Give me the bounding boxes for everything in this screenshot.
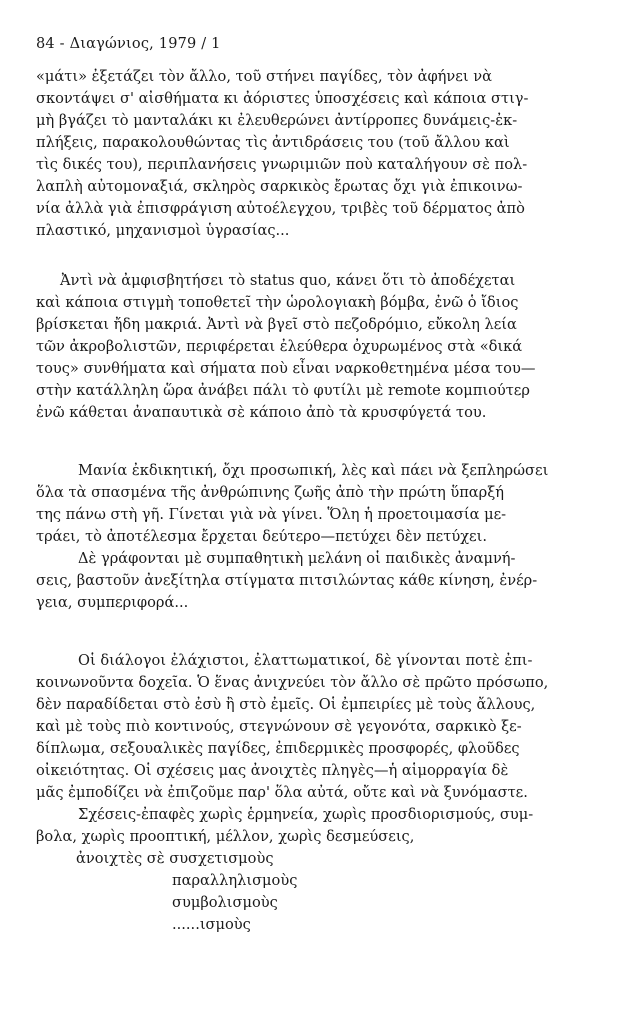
paragraph-2: [36, 270, 584, 424]
text-line: τῶν ἀκροβολιστῶν, περιφέρεται ἐλεύθερα ὀχυρωμένος στὰ «δικά: [36, 338, 523, 355]
text-line: δίπλωμα, σεξουαλικὲς παγίδες, ἐπιδερμικὲς προσφορές, φλοῦδες: [36, 740, 520, 757]
word-list: [76, 848, 297, 936]
text-line: νία ἀλλὰ γιὰ ἐπισφράγιση αὐτοέλεγχου, τριβὲς τοῦ δέρματος ἀπὸ: [36, 200, 525, 217]
text-line: πλαστικό, μηχανισμοὶ ὑγρασίας...: [36, 222, 290, 239]
paragraph-4: [36, 548, 584, 614]
text-line: βολα, χωρὶς προοπτική, μέλλον, χωρὶς δεσμεύσεις,: [36, 828, 415, 845]
list-item: ἀνοιχτὲς σὲ συσχετισμοὺς: [76, 850, 274, 867]
paragraph-5: [36, 650, 584, 804]
text-line: Μανία ἐκδικητική, ὄχι προσωπική, λὲς καὶ πάει νὰ ξεπληρώσει: [78, 462, 549, 479]
text-line: οἰκειότητας. Οἱ σχέσεις μας ἀνοιχτὲς πληγὲς—ἡ αἱμορραγία δὲ: [36, 762, 509, 779]
text-line: μὴ βγάζει τὸ μανταλάκι κι ἐλευθερώνει ἀντίρροπες δυνάμεις-ἐκ-: [36, 112, 518, 129]
text-line: τους» συνθήματα καὶ σήματα ποὺ εἶναι ναρκοθετημένα μέσα του—: [36, 360, 536, 377]
text-line: Δὲ γράφονται μὲ συμπαθητικὴ μελάνη οἱ παιδικὲς ἀναμνή-: [78, 550, 516, 567]
text-line: στὴν κατάλληλη ὥρα ἀνάβει πάλι τὸ φυτίλι μὲ remote κομπιούτερ: [36, 382, 530, 399]
text-line: ἐνῶ κάθεται ἀναπαυτικὰ σὲ κάποιο ἀπὸ τὰ κρυσφύγετά του.: [36, 404, 487, 421]
text-line: καὶ μὲ τοὺς πιὸ κοντινούς, στεγνώνουν σὲ γεγονότα, σαρκικὸ ξε-: [36, 718, 522, 735]
text-line: γεια, συμπεριφορά...: [36, 594, 189, 611]
page-header: 84 - Διαγώνιος, 1979 / 1: [36, 36, 221, 52]
text-line: τὶς δικές του), περιπλανήσεις γνωριμιῶν ποὺ καταλήγουν σὲ πολ-: [36, 156, 528, 173]
text-line: ὅλα τὰ σπασμένα τῆς ἀνθρώπινης ζωῆς ἀπὸ τὴν πρώτη ὕπαρξή: [36, 484, 505, 501]
text-line: Σχέσεις-ἐπαφὲς χωρὶς ἑρμηνεία, χωρὶς προσδιορισμούς, συμ-: [78, 806, 534, 823]
text-line: βρίσκεται ἤδη μακριά. Ἀντὶ νὰ βγεῖ στὸ πεζοδρόμιο, εὔκολη λεία: [36, 316, 517, 333]
text-line: κοινωνοῦντα δοχεῖα. Ὁ ἕνας ἀνιχνεύει τὸν ἄλλο σὲ πρῶτο πρόσωπο,: [36, 674, 549, 691]
text-line: της πάνω στὴ γῆ. Γίνεται γιὰ νὰ γίνει. Ὅλη ἡ προετοιμασία με-: [36, 506, 507, 523]
paragraph-3: [36, 460, 584, 548]
list-item: συμβολισμοὺς: [172, 894, 278, 911]
text-line: Ἀντὶ νὰ ἀμφισβητήσει τὸ status quo, κάνει ὅτι τὸ ἀποδέχεται: [60, 272, 516, 289]
paragraph-1: [36, 66, 584, 242]
list-item: ......ισμοὺς: [172, 916, 251, 933]
text-line: καὶ κάποια στιγμὴ τοποθετεῖ τὴν ὡρολογιακὴ βόμβα, ἐνῶ ὁ ἴδιος: [36, 294, 519, 311]
text-line: «μάτι» ἐξετάζει τὸν ἄλλο, τοῦ στήνει παγίδες, τὸν ἀφήνει νὰ: [36, 68, 492, 85]
text-line: δὲν παραδίδεται στὸ ἐσὺ ἢ στὸ ἐμεῖς. Οἱ ἐμπειρίες μὲ τοὺς ἄλλους,: [36, 696, 536, 713]
text-line: τράει, τὸ ἀποτέλεσμα ἔρχεται δεύτερο—πετύχει δὲν πετύχει.: [36, 528, 487, 545]
text-line: σκοντάψει σ' αἰσθήματα κι ἀόριστες ὑποσχέσεις καὶ κάποια στιγ-: [36, 90, 529, 107]
paragraph-6: [36, 804, 584, 848]
text-line: μᾶς ἐμποδίζει νὰ ἐπιζοῦμε παρ' ὅλα αὐτά, οὔτε καὶ νὰ ξυνόμαστε.: [36, 784, 528, 801]
list-item: παραλληλισμοὺς: [172, 872, 298, 889]
text-line: πλήξεις, παρακολουθώντας τὶς ἀντιδράσεις του (τοῦ ἄλλου καὶ: [36, 134, 510, 151]
text-line: σεις, βαστοῦν ἀνεξίτηλα στίγματα πιτσιλώντας κάθε κίνηση, ἐνέρ-: [36, 572, 538, 589]
text-line: Οἱ διάλογοι ἐλάχιστοι, ἐλαττωματικοί, δὲ γίνονται ποτὲ ἐπι-: [78, 652, 533, 669]
text-line: λαπλὴ αὐτομοναξιά, σκληρὸς σαρκικὸς ἔρωτας ὄχι γιὰ ἐπικοινω-: [36, 178, 523, 195]
